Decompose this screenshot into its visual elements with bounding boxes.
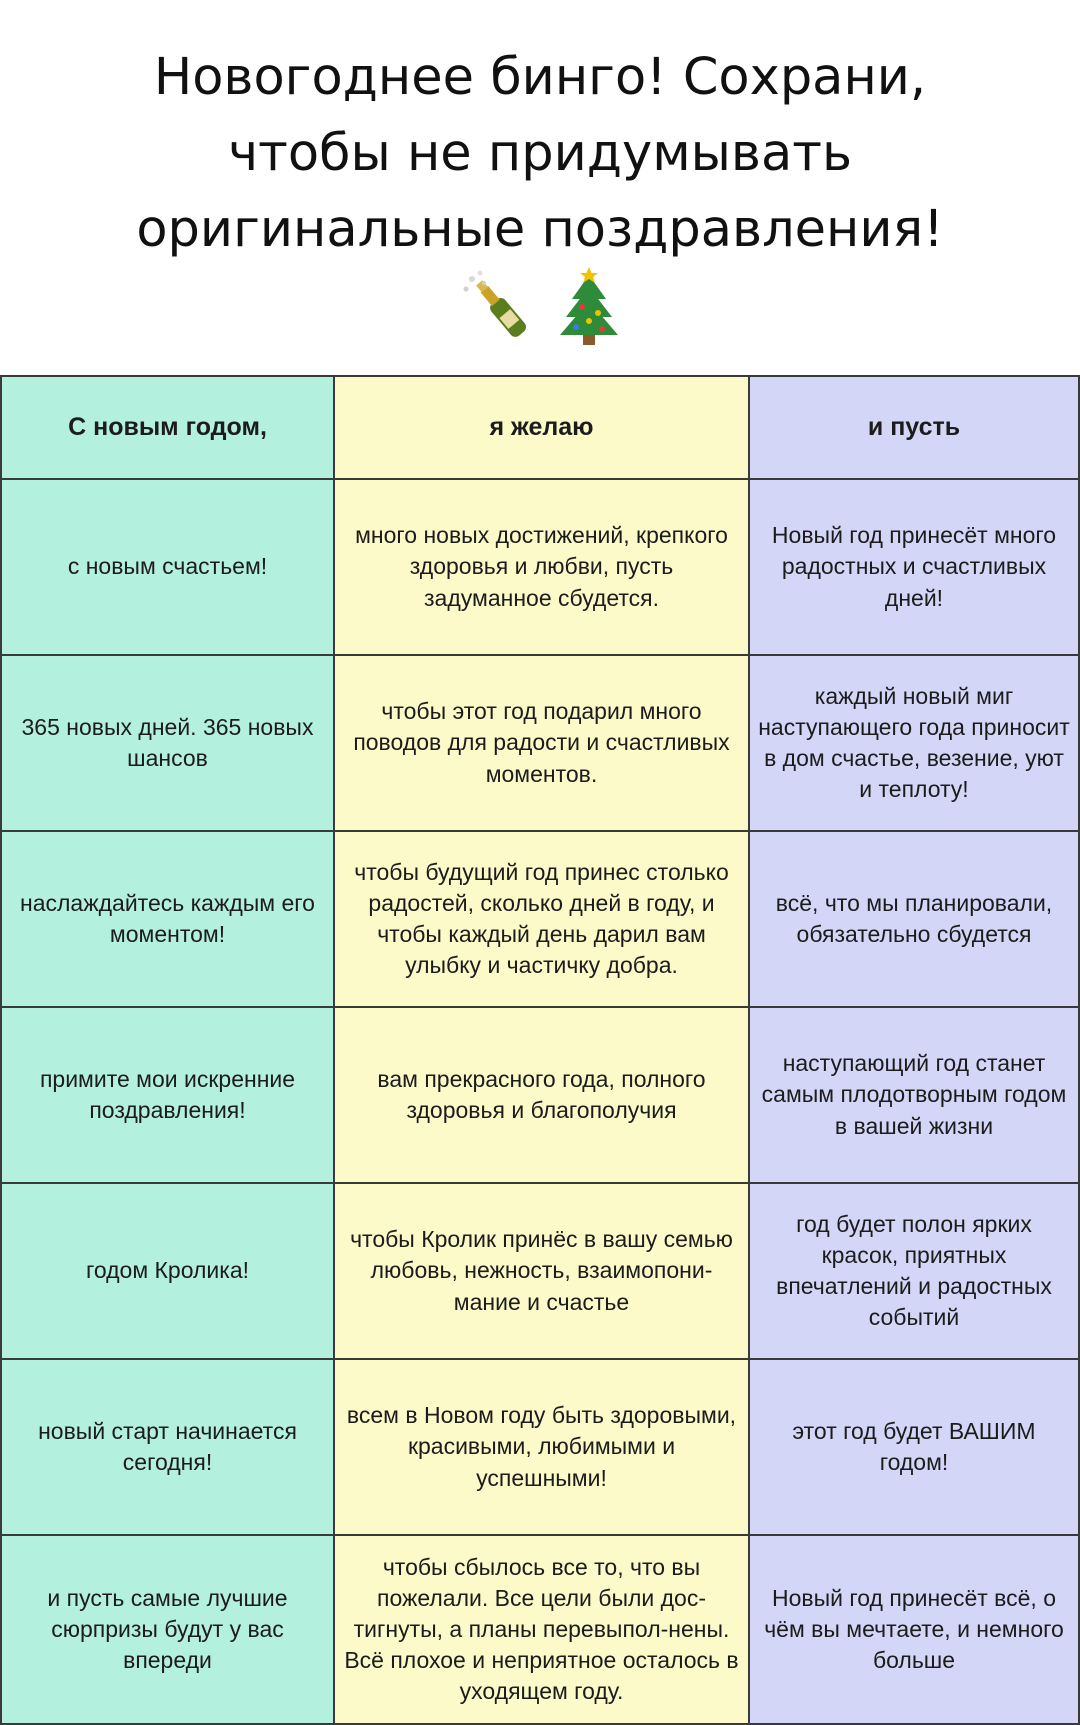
cell-r2-c2: чтобы этот год подарил много поводов для радости и счастливых моментов. xyxy=(335,656,750,832)
cell-r1-c1: с новым счастьем! xyxy=(0,480,335,656)
cell-r2-c1: 365 новых дней. 365 новых шансов xyxy=(0,656,335,832)
page-title xyxy=(0,40,1080,268)
cell-r1-c2: много новых достижений, крепкого здоровья и любви, пусть задуманное сбудется. xyxy=(335,480,750,656)
bingo-table xyxy=(0,375,1080,1723)
cell-r4-c1: примите мои искренние поздравления! xyxy=(0,1008,335,1184)
cell-r3-c3: всё, что мы планировали, обязательно сбудется xyxy=(750,832,1080,1008)
cell-r7-c3: Новый год принесёт всё, о чём вы мечтаете, и немного больше xyxy=(750,1536,1080,1725)
champagne-bottle-icon xyxy=(456,269,546,347)
title-line-1: Новогоднее бинго! Сохрани, xyxy=(153,48,927,107)
cell-r6-c2: всем в Новом году быть здоровыми, красивыми, любимыми и успешными! xyxy=(335,1360,750,1536)
cell-r3-c2: чтобы будущий год принес столько радостей, сколько дней в году, и чтобы каждый день дарил вам улыбку и частичку добра. xyxy=(335,832,750,1008)
cell-r1-c3: Новый год принесёт много радостных и счастливых дней! xyxy=(750,480,1080,656)
emoji-row xyxy=(0,268,1080,348)
cell-r3-c1: наслаждайтесь каждым его моментом! xyxy=(0,832,335,1008)
cell-r7-c2: чтобы сбылось все то, что вы пожелали. Все цели были дос-тигнуты, а планы перевыпол-нены. Всё плохое и неприятное осталось в уходящем году. xyxy=(335,1536,750,1725)
christmas-tree-icon xyxy=(554,267,624,349)
cell-r6-c1: новый старт начинается сегодня! xyxy=(0,1360,335,1536)
header-col-2: я желаю xyxy=(335,377,750,480)
header-col-1: С новым годом, xyxy=(0,377,335,480)
header-col-3: и пусть xyxy=(750,377,1080,480)
cell-r4-c3: наступающий год станет самым плодотворным годом в вашей жизни xyxy=(750,1008,1080,1184)
title-line-3: оригинальные поздравления! xyxy=(136,200,944,259)
cell-r5-c3: год будет полон ярких красок, приятных впечатлений и радостных событий xyxy=(750,1184,1080,1360)
cell-r5-c2: чтобы Кролик принёс в вашу семью любовь, нежность, взаимопони-мание и счастье xyxy=(335,1184,750,1360)
cell-r7-c1: и пусть самые лучшие сюрпризы будут у вас впереди xyxy=(0,1536,335,1725)
cell-r4-c2: вам прекрасного года, полного здоровья и благополучия xyxy=(335,1008,750,1184)
cell-r2-c3: каждый новый миг наступающего года приносит в дом счастье, везение, уют и теплоту! xyxy=(750,656,1080,832)
cell-r5-c1: годом Кролика! xyxy=(0,1184,335,1360)
title-line-2: чтобы не придумывать xyxy=(227,124,853,183)
cell-r6-c3: этот год будет ВАШИМ годом! xyxy=(750,1360,1080,1536)
